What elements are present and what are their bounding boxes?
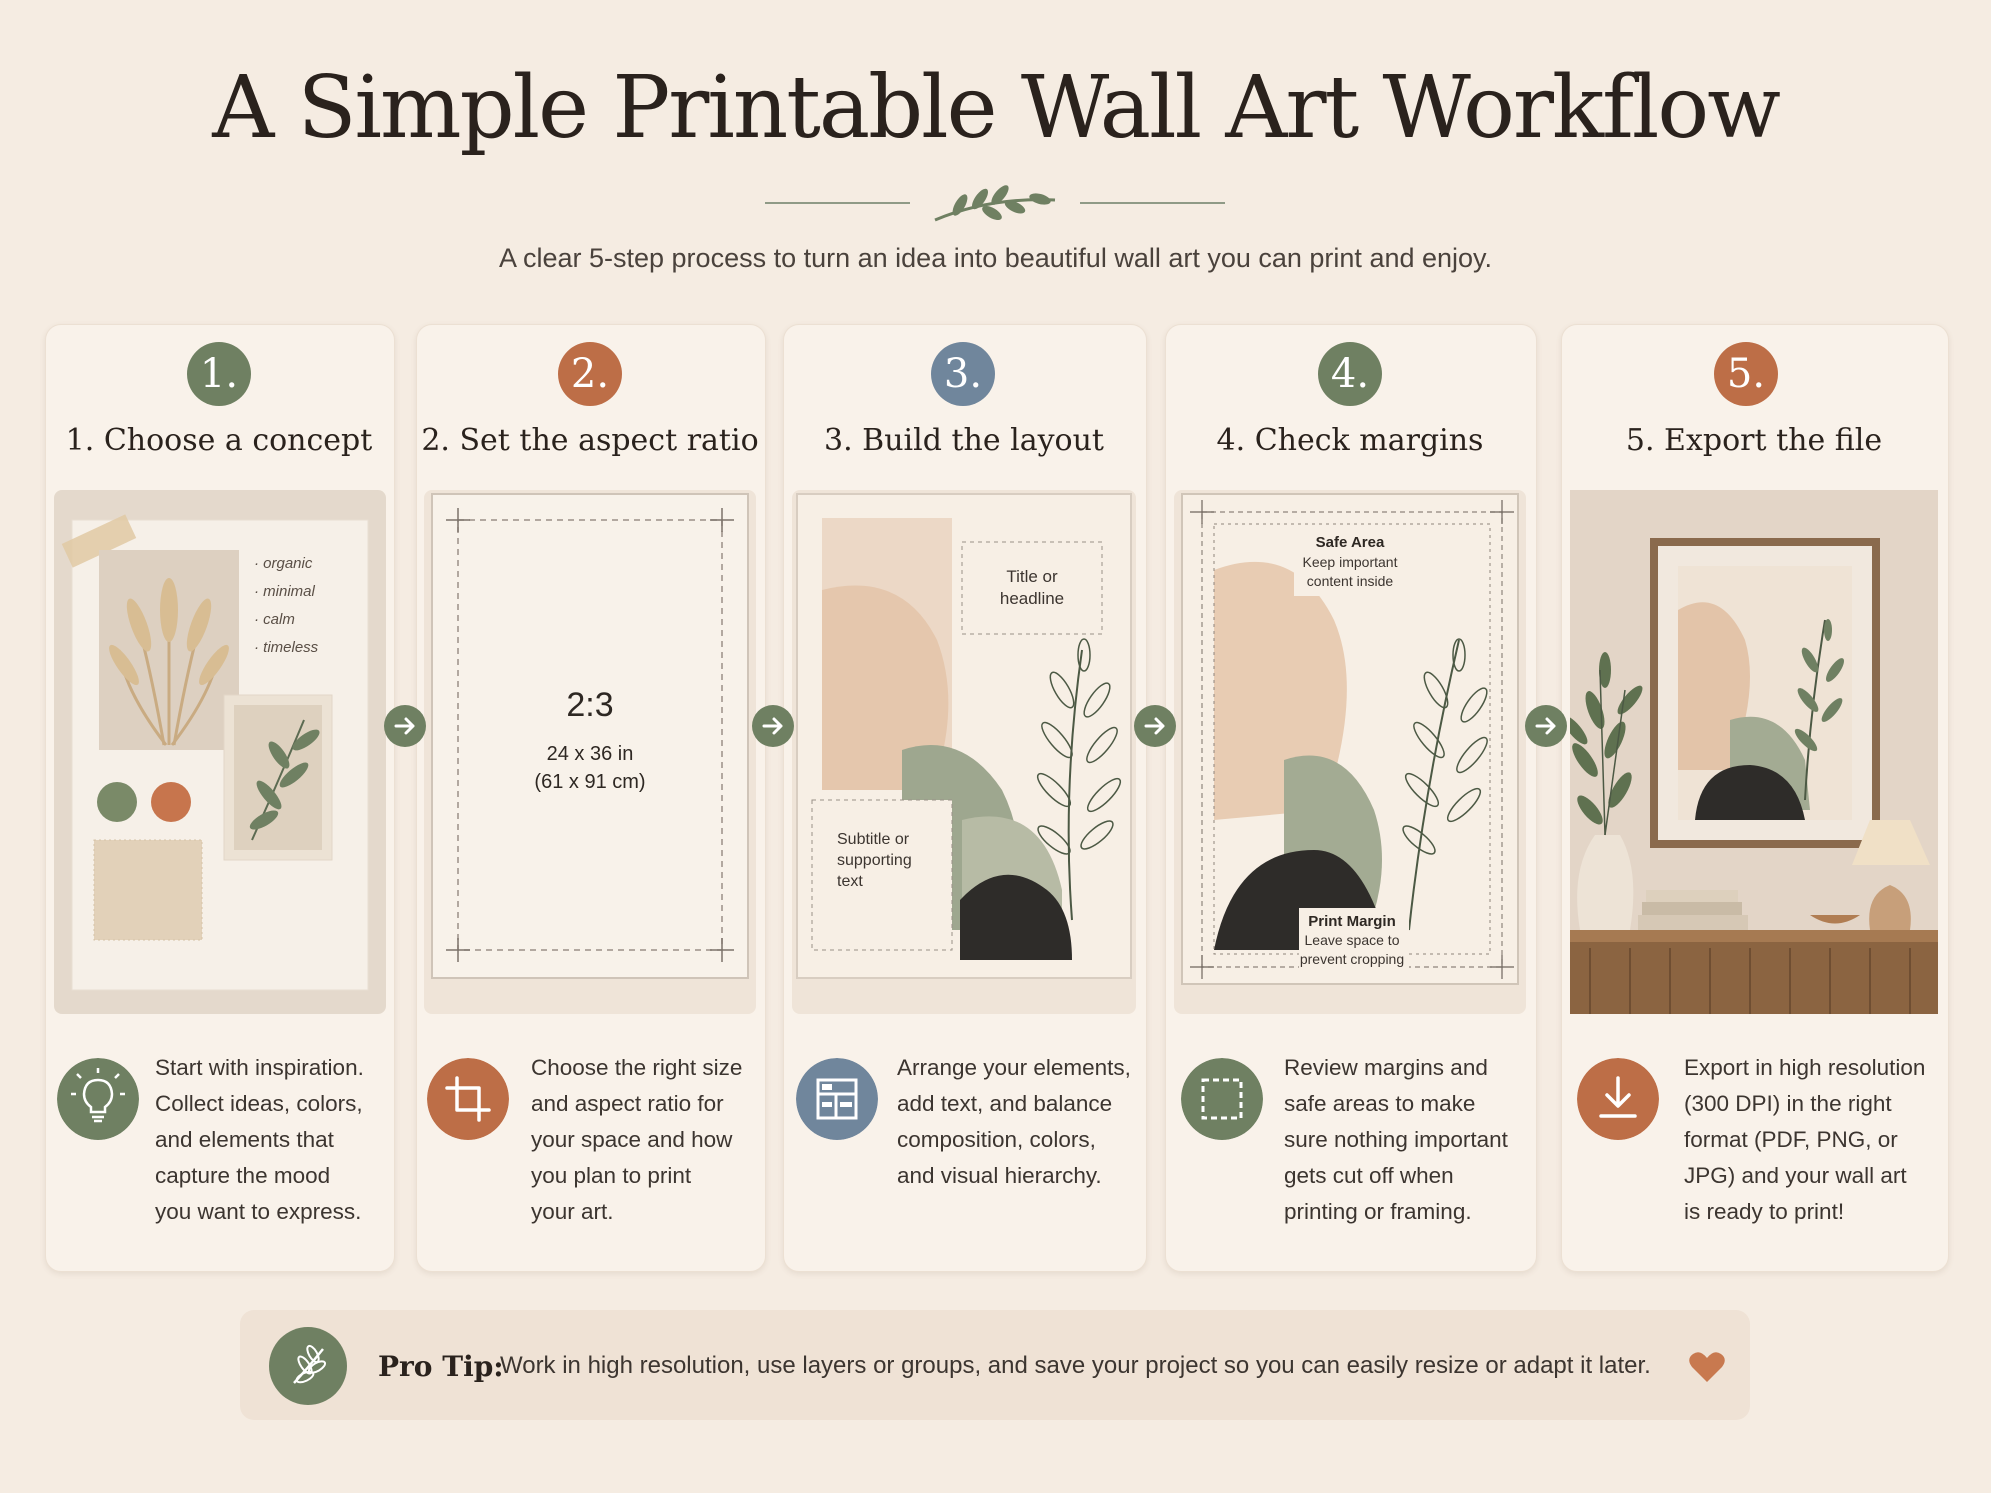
leaf-icon bbox=[269, 1327, 347, 1405]
aspect-ratio-illustration bbox=[424, 490, 756, 1014]
step-2-badge: 2. bbox=[558, 342, 622, 406]
aspect-ratio-value: 2:3 bbox=[566, 686, 614, 724]
step-2-description: Choose the right size and aspect ratio for your space and how you plan to print your art. bbox=[531, 1055, 743, 1224]
moodboard-word: · organic bbox=[254, 555, 313, 572]
layout-title-box-line: headline bbox=[999, 589, 1065, 608]
step-4-description: Review margins and safe areas to make sure nothing important gets cut off when printing or framing. bbox=[1284, 1055, 1508, 1224]
layout-subtitle-box-line: text bbox=[837, 873, 863, 890]
pro-tip-text: Work in high resolution, use layers or groups, and save your project so you can easily resize or adapt it later. bbox=[500, 1352, 1651, 1379]
layout-subtitle-box-line: Subtitle or bbox=[837, 831, 910, 848]
step-5-description: Export in high resolution (300 DPI) in the right format (PDF, PNG, or JPG) and your wall art is ready to print! bbox=[1684, 1055, 1926, 1224]
step-1-title: 1. Choose a concept bbox=[65, 423, 373, 458]
step-1-description: Start with inspiration. Collect ideas, colors, and elements that capture the mood you want to express. bbox=[155, 1055, 364, 1224]
heart-icon bbox=[1688, 1350, 1726, 1384]
step-4-title: 4. Check margins bbox=[1216, 423, 1484, 458]
step-1-badge: 1. bbox=[187, 342, 251, 406]
moodboard-illustration bbox=[54, 490, 386, 1014]
step-5-badge: 5. bbox=[1714, 342, 1778, 406]
arrow-right-icon bbox=[384, 705, 426, 747]
layout-subtitle-box-line: supporting bbox=[837, 852, 912, 869]
lightbulb-icon bbox=[57, 1058, 139, 1140]
safe-area-title: Safe Area bbox=[1315, 534, 1385, 551]
step-3-description: Arrange your elements, add text, and balance composition, colors, and visual hierarchy. bbox=[897, 1055, 1131, 1188]
crop-icon bbox=[427, 1058, 509, 1140]
layout-title-box-line: Title or bbox=[1006, 567, 1058, 586]
pro-tip-label: Pro Tip: bbox=[378, 1350, 504, 1383]
print-margin-title: Print Margin bbox=[1308, 913, 1396, 930]
margins-illustration bbox=[1174, 490, 1526, 1014]
step-2-title: 2. Set the aspect ratio bbox=[421, 423, 759, 458]
moodboard-word: · minimal bbox=[254, 583, 315, 600]
arrow-right-icon bbox=[1525, 705, 1567, 747]
moodboard-word: · calm bbox=[254, 611, 295, 628]
page-title: A Simple Printable Wall Art Workflow bbox=[212, 58, 1779, 158]
moodboard-word: · timeless bbox=[254, 639, 319, 656]
layout-illustration bbox=[792, 490, 1136, 1014]
print-size-cm: (61 x 91 cm) bbox=[534, 771, 646, 793]
print-size-inches: 24 x 36 in bbox=[546, 743, 634, 765]
leaf-divider bbox=[760, 185, 1230, 225]
step-5-title: 5. Export the file bbox=[1625, 423, 1883, 458]
download-icon bbox=[1577, 1058, 1659, 1140]
arrow-right-icon bbox=[752, 705, 794, 747]
safe-area-text-line: Keep important bbox=[1302, 554, 1398, 570]
print-margin-text-line: Leave space to bbox=[1304, 932, 1400, 948]
step-3-title: 3. Build the layout bbox=[824, 423, 1104, 458]
page-subtitle: A clear 5-step process to turn an idea into beautiful wall art you can print and enjoy. bbox=[498, 243, 1493, 273]
arrow-right-icon bbox=[1134, 705, 1176, 747]
margin-icon bbox=[1181, 1058, 1263, 1140]
step-4-badge: 4. bbox=[1318, 342, 1382, 406]
layout-icon bbox=[796, 1058, 878, 1140]
print-margin-text-line: prevent cropping bbox=[1299, 951, 1405, 967]
framed-art-illustration bbox=[1570, 490, 1938, 1014]
step-3-badge: 3. bbox=[931, 342, 995, 406]
safe-area-text-line: content inside bbox=[1306, 573, 1394, 589]
